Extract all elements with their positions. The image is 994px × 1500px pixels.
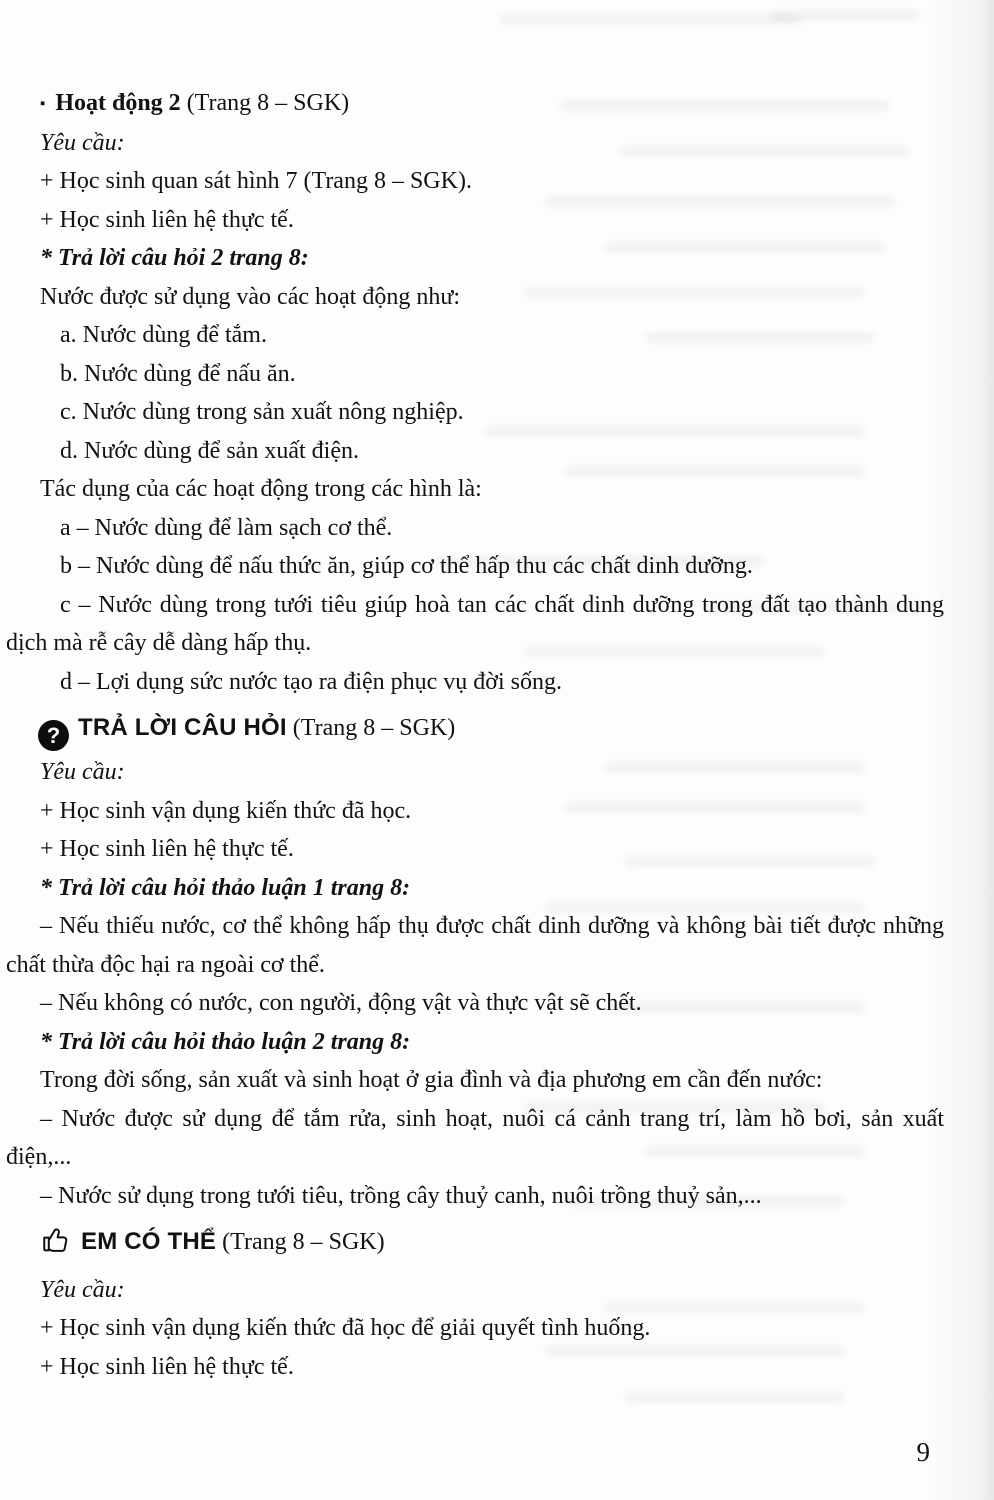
text-segment: + Học sinh vận dụng kiến thức đã học. [40, 797, 412, 824]
text-segment: * Trả lời câu hỏi 2 trang 8: [40, 245, 309, 271]
text-segment: a – Nước dùng để làm sạch cơ thể. [60, 514, 393, 541]
answer-subheading [6, 1023, 944, 1062]
text-segment: – Nếu thiếu nước, cơ thể không hấp thụ được chất dinh dưỡng và không bài tiết được những chất thừa độc hại ra ngoài cơ thể. [6, 913, 944, 978]
text-segment: c. Nước dùng trong sản xuất nông nghiệp. [60, 399, 464, 425]
text-segment: – Nước sử dụng trong tưới tiêu, trồng cây thuỷ canh, nuôi trồng thuỷ sản,... [40, 1182, 762, 1209]
page-content [6, 84, 944, 1386]
thumbs-up-icon [38, 1224, 74, 1269]
section-heading-em-co-the [6, 1223, 944, 1269]
requirement-label [6, 753, 944, 792]
text-segment: * Trả lời câu hỏi thảo luận 2 trang 8: [40, 1028, 411, 1055]
text-segment: Yêu cầu: [40, 759, 125, 785]
page-number: 9 [916, 1437, 930, 1467]
answer-paragraph [6, 907, 944, 984]
requirement-label [6, 1271, 944, 1310]
teaching-note [6, 1348, 944, 1387]
bleedthrough-artifact [770, 10, 920, 21]
text-segment: Hoạt động 2 [55, 90, 181, 116]
answer-paragraph [6, 1061, 944, 1100]
text-segment: + Học sinh quan sát hình 7 (Trang 8 – SGK). [40, 168, 472, 194]
text-segment: * Trả lời câu hỏi thảo luận 1 trang 8: [40, 874, 411, 901]
text-segment: (Trang 8 – SGK) [180, 90, 350, 116]
activity-heading [6, 84, 944, 124]
text-segment: Yêu cầu: [40, 1276, 125, 1303]
answer-list-item [6, 432, 944, 471]
text-segment: + Học sinh liên hệ thực tế. [40, 836, 294, 862]
question-icon: ? [38, 720, 69, 751]
text-segment: Yêu cầu: [40, 129, 125, 156]
bleedthrough-artifact [500, 14, 800, 25]
text-segment: b – Nước dùng để nấu thức ăn, giúp cơ thể hấp thu các chất dinh dưỡng. [60, 553, 753, 579]
square-bullet-icon: ▪ [40, 96, 46, 112]
text-segment: d. Nước dùng để sản xuất điện. [60, 437, 359, 464]
text-segment: + Học sinh liên hệ thực tế. [40, 206, 294, 233]
text-segment: (Trang 8 – SGK) [286, 715, 456, 741]
text-segment: c – Nước dùng trong tưới tiêu giúp hoà tan các chất dinh dưỡng trong đất tạo thành dung dịch mà rễ cây dễ dàng hấp thụ. [6, 591, 944, 656]
answer-list-item [6, 355, 944, 394]
answer-intro [6, 278, 944, 317]
section-heading-tra-loi-cau-hoi [6, 709, 944, 751]
text-segment: Nước được sử dụng vào các hoạt động như: [40, 283, 460, 310]
answer-paragraph [6, 1177, 944, 1216]
text-segment: Tác dụng của các hoạt động trong các hình là: [40, 476, 482, 502]
text-segment: – Nếu không có nước, con người, động vật và thực vật sẽ chết. [40, 990, 642, 1016]
answer-paragraph [6, 984, 944, 1023]
teaching-note [6, 162, 944, 201]
answer-paragraph [6, 1100, 944, 1177]
text-segment: EM CÓ THỂ [81, 1228, 217, 1255]
bleedthrough-artifact [625, 1392, 845, 1403]
answer-subheading [6, 239, 944, 278]
text-segment: d – Lợi dụng sức nước tạo ra điện phục vụ đời sống. [60, 668, 563, 695]
answer-list-item [6, 547, 944, 586]
text-segment: – Nước được sử dụng để tắm rửa, sinh hoạt, nuôi cá cảnh trang trí, làm hồ bơi, sản xuất điện,... [6, 1105, 944, 1170]
text-segment: b. Nước dùng để nấu ăn. [60, 360, 296, 387]
answer-list-item [6, 586, 944, 663]
text-segment: + Học sinh vận dụng kiến thức đã học để giải quyết tình huống. [40, 1315, 651, 1341]
answer-list-item [6, 509, 944, 548]
teaching-note [6, 1309, 944, 1348]
text-segment: + Học sinh liên hệ thực tế. [40, 1353, 294, 1380]
answer-list-item [6, 393, 944, 432]
text-segment: (Trang 8 – SGK) [216, 1229, 385, 1255]
teaching-note [6, 792, 944, 831]
text-segment: TRẢ LỜI CÂU HỎI [78, 714, 287, 741]
requirement-label [6, 124, 944, 163]
text-segment: a. Nước dùng để tắm. [60, 322, 267, 348]
text-segment: Trong đời sống, sản xuất và sinh hoạt ở gia đình và địa phương em cần đến nước: [40, 1067, 823, 1093]
answer-list-item [6, 663, 944, 702]
answer-list-item [6, 316, 944, 355]
teaching-note [6, 201, 944, 240]
answer-intro [6, 470, 944, 509]
teaching-note [6, 830, 944, 869]
answer-subheading [6, 869, 944, 908]
